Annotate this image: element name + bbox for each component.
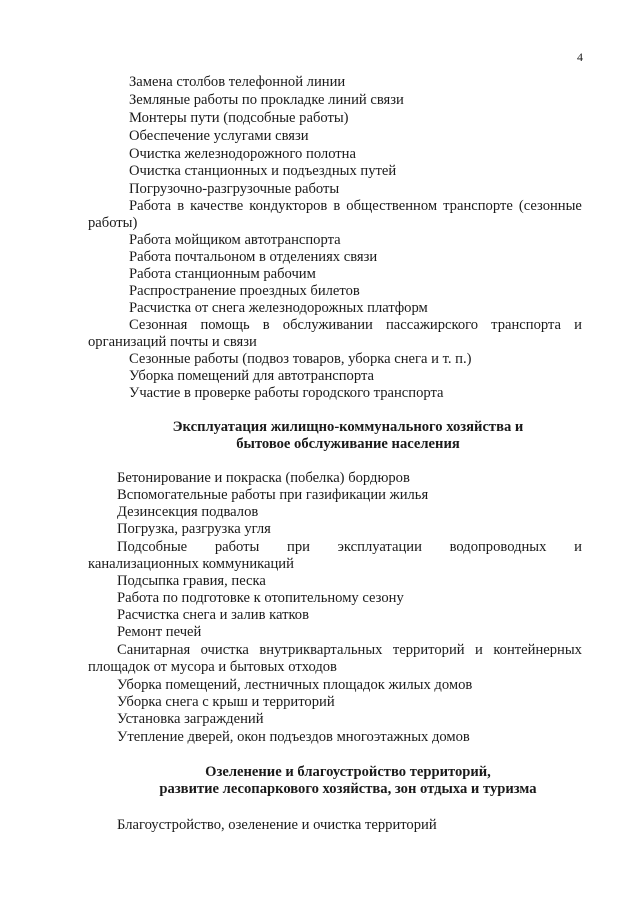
- word: и: [475, 642, 483, 658]
- word: и: [574, 539, 582, 555]
- word: общественном: [346, 198, 438, 214]
- list-item: Утепление дверей, окон подъездов многоэтажных домов: [117, 729, 470, 745]
- word: Сезонная: [129, 317, 188, 333]
- word: помощь: [200, 317, 250, 333]
- list-item-continuation: работы): [88, 215, 138, 231]
- list-item-continuation: площадок от мусора и бытовых отходов: [88, 659, 337, 675]
- list-item: Уборка снега с крыш и территорий: [117, 694, 335, 710]
- list-item: Благоустройство, озеленение и очистка территорий: [117, 817, 437, 833]
- word: работы: [214, 539, 260, 555]
- list-item: Подсыпка гравия, песка: [117, 573, 266, 589]
- section-heading-landscaping: Озеленение и благоустройство территорий,: [205, 764, 491, 780]
- list-item: Работа мойщиком автотранспорта: [129, 232, 341, 248]
- word: внутриквартальных: [259, 642, 383, 658]
- list-item: Сезонные работы (подвоз товаров, уборка снега и т. п.): [129, 351, 472, 367]
- list-item: Уборка помещений, лестничных площадок жилых домов: [117, 677, 473, 693]
- word: территорий: [392, 642, 465, 658]
- word: (сезонные: [518, 198, 582, 214]
- list-item: Распространение проездных билетов: [129, 283, 360, 299]
- word: Работа: [129, 198, 172, 214]
- list-item: Работа почтальоном в отделениях связи: [129, 249, 378, 265]
- list-item: Погрузка, разгрузка угля: [117, 521, 271, 537]
- word: контейнерных: [493, 642, 582, 658]
- list-item: Монтеры пути (подсобные работы): [129, 110, 349, 126]
- list-item: Работа станционным рабочим: [129, 266, 316, 282]
- word: и: [574, 317, 582, 333]
- list-item: Бетонирование и покраска (побелка) бордюров: [117, 470, 410, 486]
- word: в: [262, 317, 270, 333]
- word: пассажирского: [385, 317, 479, 333]
- word: при: [287, 539, 310, 555]
- list-item: Уборка помещений для автотранспорта: [129, 368, 374, 384]
- word: качестве: [190, 198, 244, 214]
- word: транспорте: [443, 198, 513, 214]
- list-item: Очистка станционных и подъездных путей: [129, 163, 397, 179]
- list-item-continuation: организаций почты и связи: [88, 334, 257, 350]
- word: в: [333, 198, 341, 214]
- word: транспорта: [491, 317, 562, 333]
- section-heading-housing: Эксплуатация жилищно-коммунального хозяйства и: [172, 419, 524, 435]
- list-item-justified: [117, 538, 582, 556]
- section-heading-housing-line2: бытовое обслуживание населения: [236, 436, 460, 452]
- word: водопроводных: [449, 539, 547, 555]
- list-item: Расчистка снега и залив катков: [117, 607, 309, 623]
- word: очистка: [200, 642, 249, 658]
- word: в: [177, 198, 185, 214]
- list-item: Ремонт печей: [117, 624, 202, 640]
- list-item: Обеспечение услугами связи: [129, 128, 309, 144]
- list-item: Погрузочно-разгрузочные работы: [129, 181, 340, 197]
- list-item: Расчистка от снега железнодорожных платформ: [129, 300, 428, 316]
- list-item: Работа по подготовке к отопительному сезону: [117, 590, 404, 606]
- list-item-justified: [129, 316, 582, 334]
- list-item: Участие в проверке работы городского транспорта: [129, 385, 444, 401]
- list-item: Вспомогательные работы при газификации жилья: [117, 487, 429, 503]
- word: эксплуатации: [337, 539, 422, 555]
- list-item: Замена столбов телефонной линии: [129, 74, 346, 90]
- list-item-justified: [117, 641, 582, 659]
- word: кондукторов: [249, 198, 328, 214]
- page-number: 4: [577, 50, 583, 64]
- word: Подсобные: [117, 539, 188, 555]
- list-item: Установка заграждений: [117, 711, 264, 727]
- word: Санитарная: [117, 642, 191, 658]
- list-item: Очистка железнодорожного полотна: [129, 146, 356, 162]
- word: обслуживании: [282, 317, 373, 333]
- list-item-continuation: канализационных коммуникаций: [88, 556, 294, 572]
- list-item: Дезинсекция подвалов: [117, 504, 259, 520]
- list-item-justified: [129, 197, 582, 215]
- section-heading-landscaping-line2: развитие лесопаркового хозяйства, зон отдыха и туризма: [159, 781, 537, 797]
- list-item: Земляные работы по прокладке линий связи: [129, 92, 404, 108]
